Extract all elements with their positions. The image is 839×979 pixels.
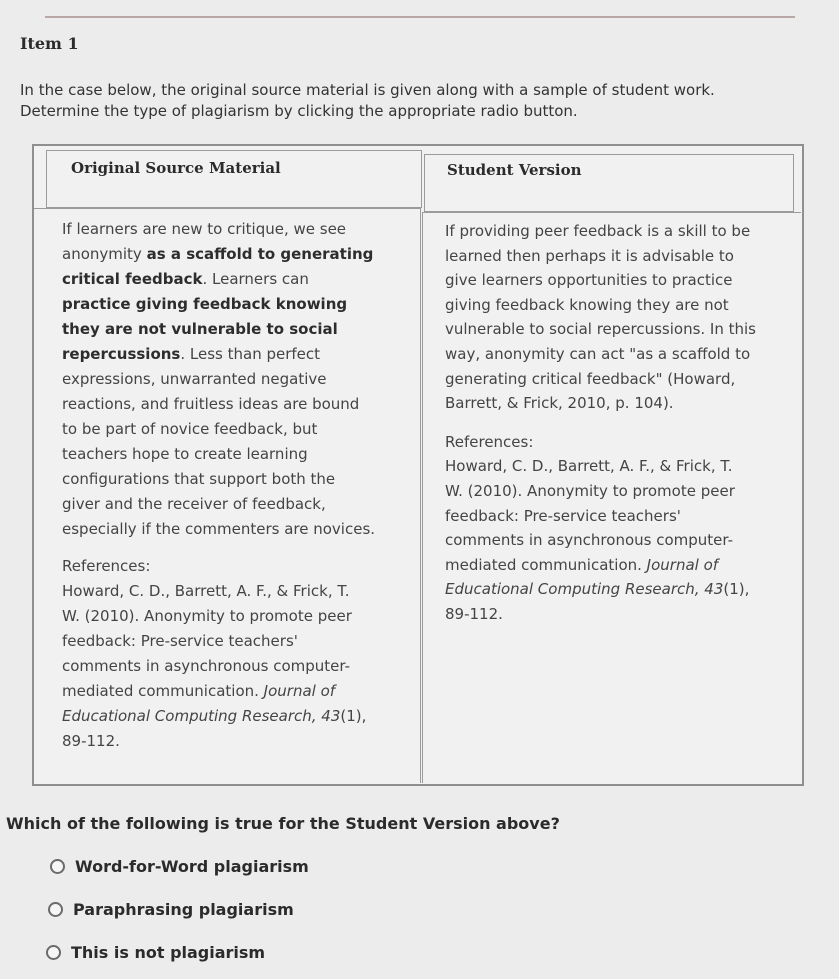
student-reference-line: feedback: Pre-service teachers'	[445, 506, 681, 525]
option-not-plagiarism[interactable]	[46, 943, 265, 962]
question-text: Which of the following is true for the Student Version above?	[6, 814, 560, 833]
option-paraphrasing[interactable]	[48, 900, 294, 919]
student-reference-pages: 89-112.	[445, 604, 503, 623]
original-line: configurations that support both the	[62, 470, 336, 488]
option-label: Paraphrasing plagiarism	[73, 900, 294, 919]
student-line: giving feedback knowing they are not	[445, 295, 729, 314]
original-line: they are not vulnerable to social	[62, 320, 338, 338]
original-reference-line: Educational Computing Research, 43(1),	[62, 707, 367, 725]
original-line: reactions, and fruitless ideas are bound	[62, 395, 360, 413]
original-line: critical feedback. Learners can	[62, 270, 309, 288]
original-line: giver and the receiver of feedback,	[62, 495, 326, 513]
original-line: practice giving feedback knowing	[62, 295, 348, 313]
instructions-line-1: In the case below, the original source material is given along with a sample of student work.	[20, 81, 715, 99]
student-reference-line: comments in asynchronous computer-	[445, 531, 734, 550]
top-divider	[45, 16, 795, 18]
student-references-label: References:	[445, 432, 534, 451]
original-line: expressions, unwarranted negative	[62, 370, 327, 388]
original-reference-pages: 89-112.	[62, 732, 120, 750]
student-version-cell	[422, 212, 801, 783]
original-reference-line: mediated communication. Journal of	[62, 682, 336, 700]
comparison-table	[32, 144, 804, 786]
original-line: especially if the commenters are novices.	[62, 520, 376, 538]
option-word-for-word[interactable]	[50, 857, 309, 876]
student-line: give learners opportunities to practice	[445, 271, 733, 290]
original-reference-line: Howard, C. D., Barrett, A. F., & Frick, T.	[62, 582, 350, 600]
header-student: Student Version	[447, 161, 582, 179]
radio-button[interactable]	[48, 902, 63, 917]
instructions-line-2: Determine the type of plagiarism by clicking the appropriate radio button.	[20, 102, 578, 120]
radio-button[interactable]	[46, 945, 61, 960]
student-version-text	[445, 219, 793, 627]
student-line: learned then perhaps it is advisable to	[445, 246, 734, 265]
student-line: generating critical feedback" (Howard,	[445, 369, 736, 388]
original-line: anonymity as a scaffold to generating	[62, 245, 374, 263]
original-source-text	[62, 217, 414, 754]
option-label: Word-for-Word plagiarism	[75, 857, 309, 876]
radio-button[interactable]	[50, 859, 65, 874]
original-line: repercussions. Less than perfect	[62, 345, 321, 363]
original-line: If learners are new to critique, we see	[62, 220, 347, 238]
original-line: teachers hope to create learning	[62, 445, 308, 463]
student-reference-line: mediated communication. Journal of	[445, 555, 719, 574]
original-reference-line: comments in asynchronous computer-	[62, 657, 351, 675]
student-line: Barrett, & Frick, 2010, p. 104).	[445, 394, 674, 413]
student-reference-line: Howard, C. D., Barrett, A. F., & Frick, T.	[445, 457, 733, 476]
header-cell-original	[46, 150, 422, 208]
option-label: This is not plagiarism	[71, 943, 266, 962]
header-cell-student	[424, 154, 794, 212]
student-reference-line: Educational Computing Research, 43(1),	[445, 580, 750, 599]
student-line: way, anonymity can act "as a scaffold to	[445, 344, 751, 363]
original-references-label: References:	[62, 557, 151, 575]
original-reference-line: W. (2010). Anonymity to promote peer	[62, 607, 352, 625]
original-reference-line: feedback: Pre-service teachers'	[62, 632, 298, 650]
item-title: Item 1	[20, 34, 79, 53]
student-reference-line: W. (2010). Anonymity to promote peer	[445, 481, 735, 500]
header-original: Original Source Material	[71, 159, 281, 177]
student-line: If providing peer feedback is a skill to be	[445, 222, 751, 240]
original-line: to be part of novice feedback, but	[62, 420, 318, 438]
original-source-cell	[34, 208, 421, 783]
student-line: vulnerable to social repercussions. In this	[445, 320, 757, 339]
instructions	[20, 80, 780, 122]
